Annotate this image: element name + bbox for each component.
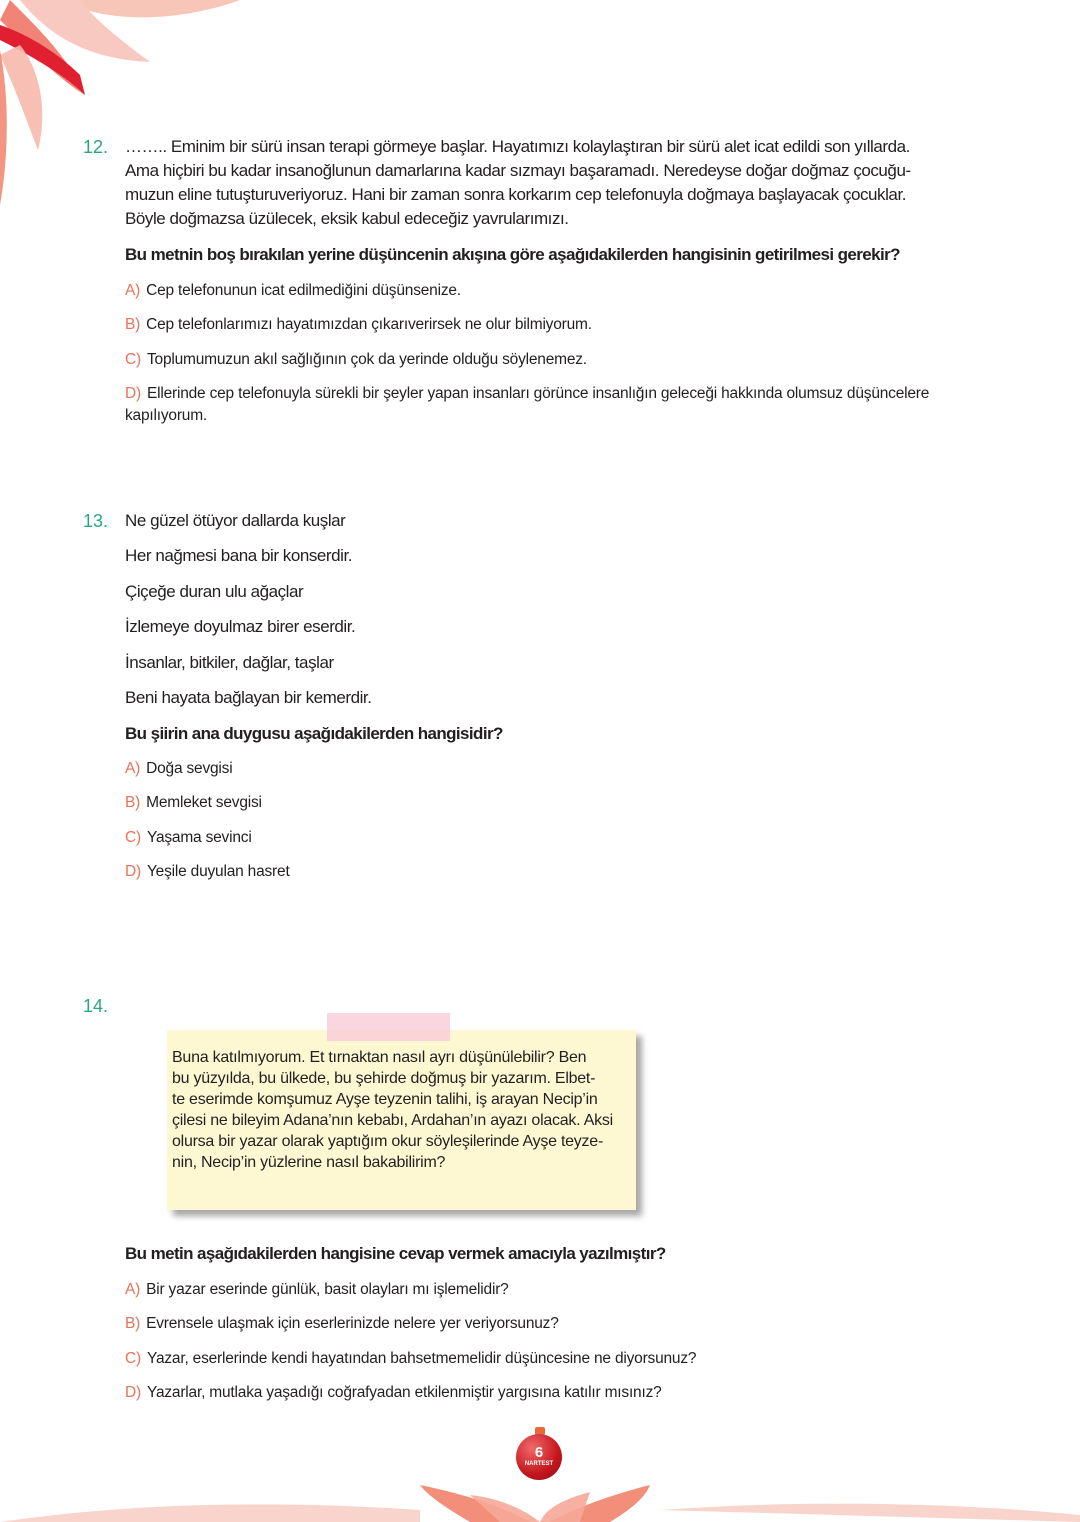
passage-line: muzun eline tutuşturuveriyoruz. Hani bir zaman sonra korkarım cep telefonuyla doğmaya başlayacak çocuklar. bbox=[125, 185, 906, 204]
poem-line: Beni hayata bağlayan bir kemerdir. bbox=[125, 688, 372, 707]
option-text: Memleket sevgisi bbox=[146, 794, 262, 811]
answer-option-b[interactable] bbox=[125, 314, 592, 336]
poem-line: İzlemeye doyulmaz birer eserdir. bbox=[125, 617, 356, 636]
answer-option-c[interactable] bbox=[125, 827, 252, 849]
logo-number: 6 bbox=[534, 1444, 544, 1461]
question-number: 12. bbox=[83, 137, 109, 157]
option-text: Cep telefonlarımızı hayatımızdan çıkarıverirsek ne olur bilmiyorum. bbox=[146, 316, 592, 333]
answer-option-a[interactable] bbox=[125, 280, 461, 302]
answer-option-d[interactable] bbox=[125, 383, 929, 405]
answer-option-c[interactable] bbox=[125, 1348, 696, 1370]
option-letter: A) bbox=[125, 760, 141, 777]
option-letter: D) bbox=[125, 863, 141, 880]
option-letter: D) bbox=[125, 1384, 141, 1401]
question-prompt: Bu metin aşağıdakilerden hangisine cevap vermek amacıyla yazılmıştır? bbox=[125, 1244, 666, 1263]
poem-line: Ne güzel ötüyor dallarda kuşlar bbox=[125, 511, 346, 530]
option-letter: C) bbox=[125, 1350, 141, 1367]
answer-option-d[interactable] bbox=[125, 861, 290, 883]
option-letter: A) bbox=[125, 1281, 141, 1298]
option-letter: B) bbox=[125, 1315, 141, 1332]
option-text: Bir yazar eserinde günlük, basit olayları mı işlemelidir? bbox=[146, 1281, 509, 1298]
pomegranate-icon bbox=[516, 1434, 562, 1480]
answer-option-b[interactable] bbox=[125, 1313, 559, 1335]
poem-line: Her nağmesi bana bir konserdir. bbox=[125, 546, 353, 565]
answer-option-d[interactable] bbox=[125, 1382, 662, 1404]
question-prompt: Bu şiirin ana duygusu aşağıdakilerden hangisidir? bbox=[125, 724, 503, 743]
passage-line: …….. Eminim bir sürü insan terapi görmeye başlar. Hayatımızı kolaylaştıran bir sürü alet icat edildi son yıllarda. bbox=[125, 137, 910, 156]
option-text: Doğa sevgisi bbox=[146, 760, 233, 777]
answer-option-a[interactable] bbox=[125, 1279, 509, 1301]
answer-option-c[interactable] bbox=[125, 349, 587, 371]
option-text: Toplumumuzun akıl sağlığının çok da yerinde olduğu söylenemez. bbox=[146, 351, 587, 368]
option-text: Evrensele ulaşmak için eserlerinizde nelere yer veriyorsunuz? bbox=[146, 1315, 559, 1332]
answer-option-a[interactable] bbox=[125, 758, 232, 780]
answer-option-b[interactable] bbox=[125, 792, 262, 814]
note-line: olursa bir yazar olarak yaptığım okur söyleşilerinde Ayşe teyze- bbox=[172, 1133, 604, 1150]
option-letter: D) bbox=[125, 385, 141, 402]
option-text: Yaşama sevinci bbox=[146, 829, 252, 846]
question-number: 13. bbox=[83, 511, 109, 531]
note-line: çilesi ne bileyim Adana’nın kebabı, Ardahan’ın ayazı olacak. Aksi bbox=[172, 1112, 613, 1129]
note-line: bu yüzyılda, bu ülkede, bu şehirde doğmuş bir yazarım. Elbet- bbox=[172, 1070, 596, 1087]
poem-line: İnsanlar, bitkiler, dağlar, taşlar bbox=[125, 653, 334, 672]
option-letter: C) bbox=[125, 829, 141, 846]
passage-line: Böyle doğmazsa üzülecek, eksik kabul edeceğiz yavrularımızı. bbox=[125, 209, 569, 228]
note-line: Buna katılmıyorum. Et tırnaktan nasıl ayrı düşünülebilir? Ben bbox=[172, 1049, 587, 1066]
option-text: Yazar, eserlerinde kendi hayatından bahsetmemelidir düşüncesine ne diyorsunuz? bbox=[146, 1350, 697, 1367]
poem-line: Çiçeğe duran ulu ağaçlar bbox=[125, 582, 304, 601]
option-letter: B) bbox=[125, 316, 141, 333]
logo-text: NARTEST bbox=[524, 1461, 554, 1467]
note-line: te eserimde komşumuz Ayşe teyzenin talihi, iş arayan Necip’in bbox=[172, 1091, 598, 1108]
nartest-logo bbox=[515, 1427, 565, 1483]
question-number: 14. bbox=[83, 996, 109, 1016]
passage-line: Ama hiçbiri bu kadar insanoğlunun damarlarına kadar sızmayı başaramadı. Neredeyse doğar doğmaz çocuğu- bbox=[125, 161, 911, 180]
question-prompt: Bu metnin boş bırakılan yerine düşüncenin akışına göre aşağıdakilerden hangisinin getirilmesi gerekir? bbox=[125, 245, 900, 264]
option-letter: A) bbox=[125, 282, 141, 299]
option-text: Yazarlar, mutlaka yaşadığı coğrafyadan etkilenmiştir yargısına katılır mısınız? bbox=[146, 1384, 662, 1401]
option-letter: C) bbox=[125, 351, 141, 368]
option-letter: B) bbox=[125, 794, 141, 811]
option-text: Ellerinde cep telefonuyla sürekli bir şeyler yapan insanları görünce insanlığın geleceği hakkında olumsuz düşüncelere bbox=[146, 385, 930, 402]
option-text: Cep telefonunun icat edilmediğini düşünsenize. bbox=[146, 282, 461, 299]
note-line: nin, Necip’in yüzlerine nasıl bakabilirim? bbox=[172, 1154, 446, 1171]
sticky-note bbox=[167, 1030, 636, 1210]
answer-option-d-continued: kapılıyorum. bbox=[125, 407, 208, 424]
option-text: Yeşile duyulan hasret bbox=[146, 863, 290, 880]
tape-decoration bbox=[327, 1013, 450, 1041]
